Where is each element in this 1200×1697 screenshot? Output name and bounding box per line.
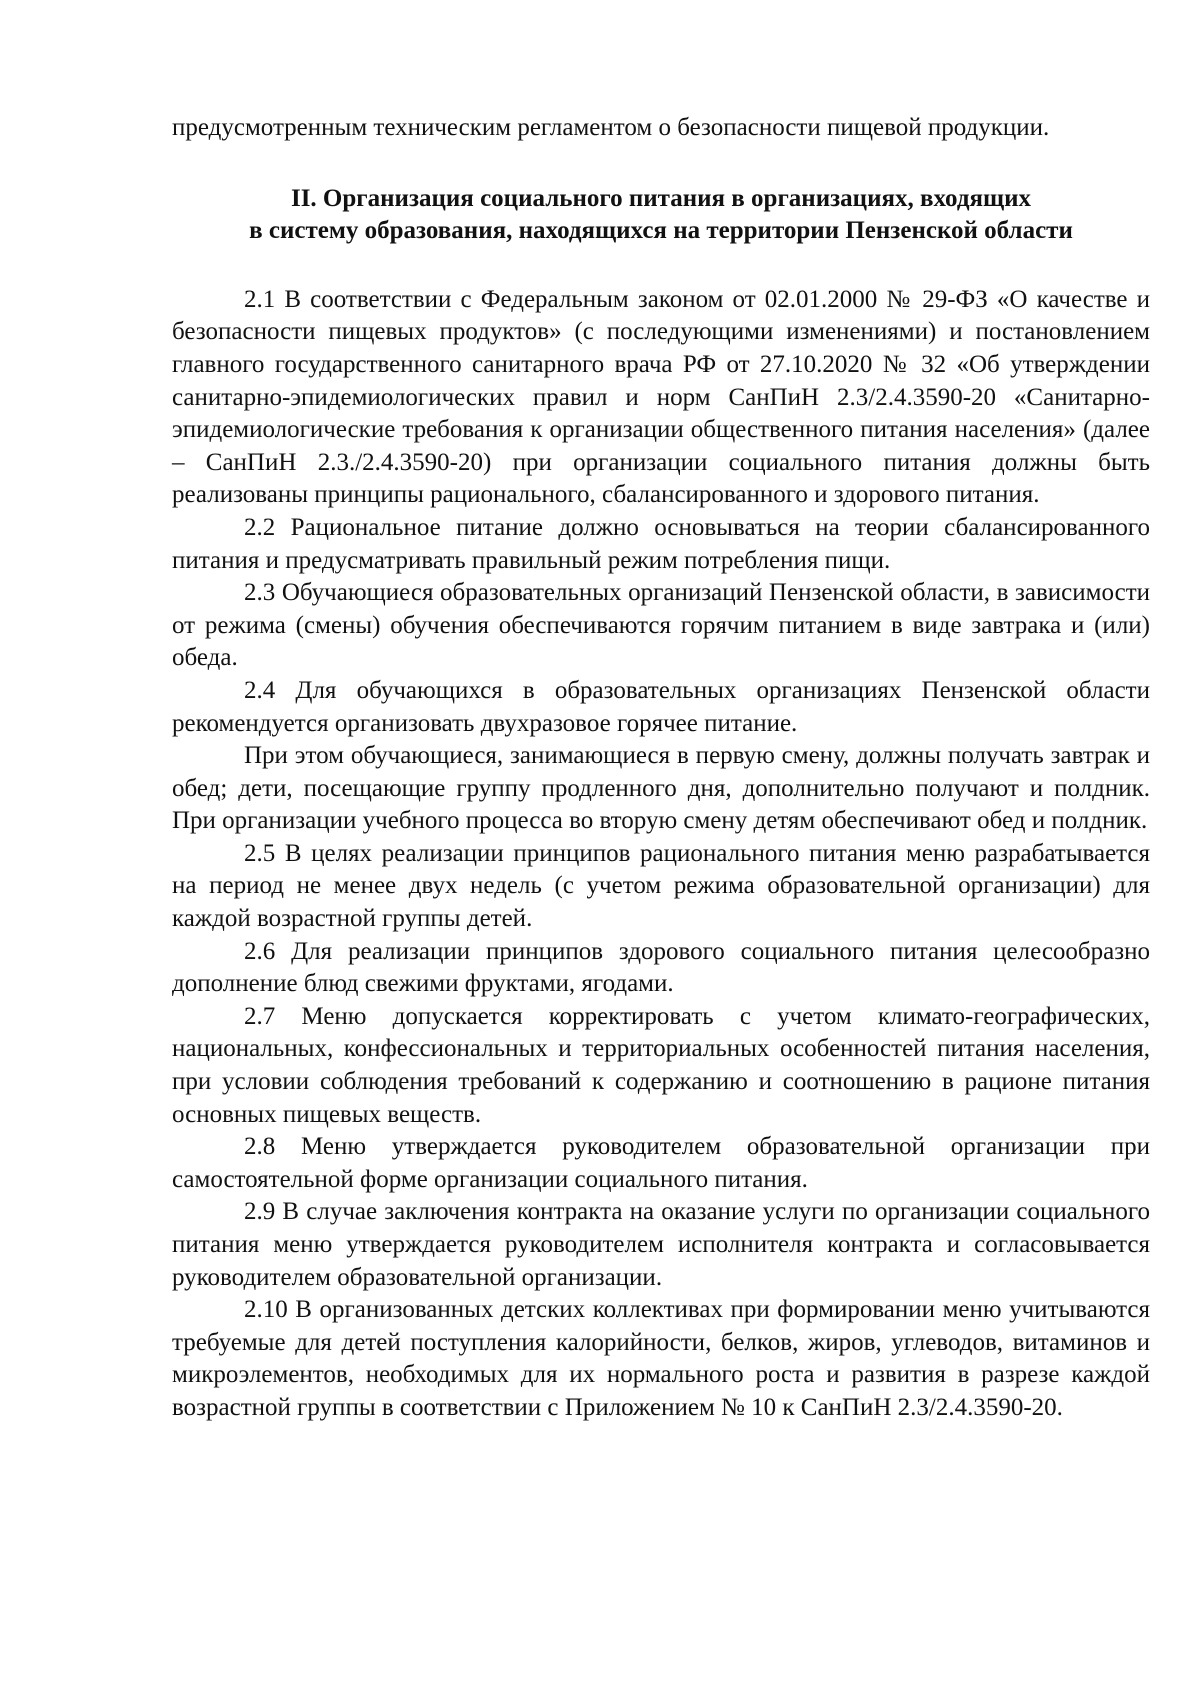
paragraph-2-2: 2.2 Рациональное питание должно основываться на теории сбалансированного питания и предусматривать правильный режим потребления пищи. bbox=[172, 513, 1150, 574]
document-page bbox=[172, 112, 1150, 1425]
section-heading bbox=[172, 183, 1150, 248]
paragraph-2-9: 2.9 В случае заключения контракта на оказание услуги по организации социального питания меню утверждается руководителем исполнителя контракта и согласовывается руководителем образовательной организации. bbox=[172, 1198, 1150, 1291]
paragraph-2-1: 2.1 В соответствии с Федеральным законом от 02.01.2000 № 29-ФЗ «О качестве и безопасности пищевых продуктов» (с последующими изменениями) и постановлением главного государственного санитарного врача РФ от 27.10.2020 № 32 «Об утверждении санитарно-эпидемиологических правил и норм СанПиН 2.3/2.4.3590-20 «Санитарно-эпидемиологические требования к организации общественного питания населения» (далее – СанПиН 2.3./2.4.3590-20) при организации социального питания должны быть реализованы принципы рационального, сбалансированного и здорового питания. bbox=[172, 285, 1150, 509]
paragraph-2-8: 2.8 Меню утверждается руководителем образовательной организации при самостоятельной форме организации социального питания. bbox=[172, 1133, 1150, 1193]
paragraph-2-4: 2.4 Для обучающихся в образовательных организациях Пензенской области рекомендуется организовать двухразовое горячее питание. bbox=[172, 676, 1150, 737]
paragraph-2-5: 2.5 В целях реализации принципов рационального питания меню разрабатывается на период не менее двух недель (с учетом режима образовательной организации) для каждой возрастной группы детей. bbox=[172, 839, 1150, 933]
section-heading-line-1: II. Организация социального питания в организациях, входящих bbox=[290, 184, 1032, 212]
paragraph-2-10: 2.10 В организованных детских коллективах при формировании меню учитываются требуемые для детей поступления калорийности, белков, жиров, углеводов, витаминов и микроэлементов, необходимых для их нормального роста и развития в разрезе каждой возрастной группы в соответствии с Приложением № 10 к СанПиН 2.3/2.4.3590-20. bbox=[172, 1296, 1150, 1421]
paragraph-2-6: 2.6 Для реализации принципов здорового социального питания целесообразно дополнение блюд свежими фруктами, ягодами. bbox=[172, 937, 1150, 998]
paragraph-2-7: 2.7 Меню допускается корректировать с учетом климато-географических, национальных, конфессиональных и территориальных особенностей питания населения, при условии соблюдения требований к содержанию и соотношению в рационе питания основных пищевых веществ. bbox=[172, 1002, 1150, 1128]
paragraph-2-4-continued: При этом обучающиеся, занимающиеся в первую смену, должны получать завтрак и обед; дети, посещающие группу продленного дня, дополнительно получают и полдник. При организации учебного процесса во вторую смену детям обеспечивают обед и полдник. bbox=[172, 742, 1150, 835]
intro-paragraph: предусмотренным техническим регламентом о безопасности пищевой продукции. bbox=[172, 114, 1050, 141]
paragraph-2-3: 2.3 Обучающиеся образовательных организаций Пензенской области, в зависимости от режима (смены) обучения обеспечиваются горячим питанием в виде завтрака и (или) обеда. bbox=[172, 579, 1150, 672]
section-heading-line-2: в систему образования, находящихся на территории Пензенской области bbox=[249, 217, 1073, 245]
